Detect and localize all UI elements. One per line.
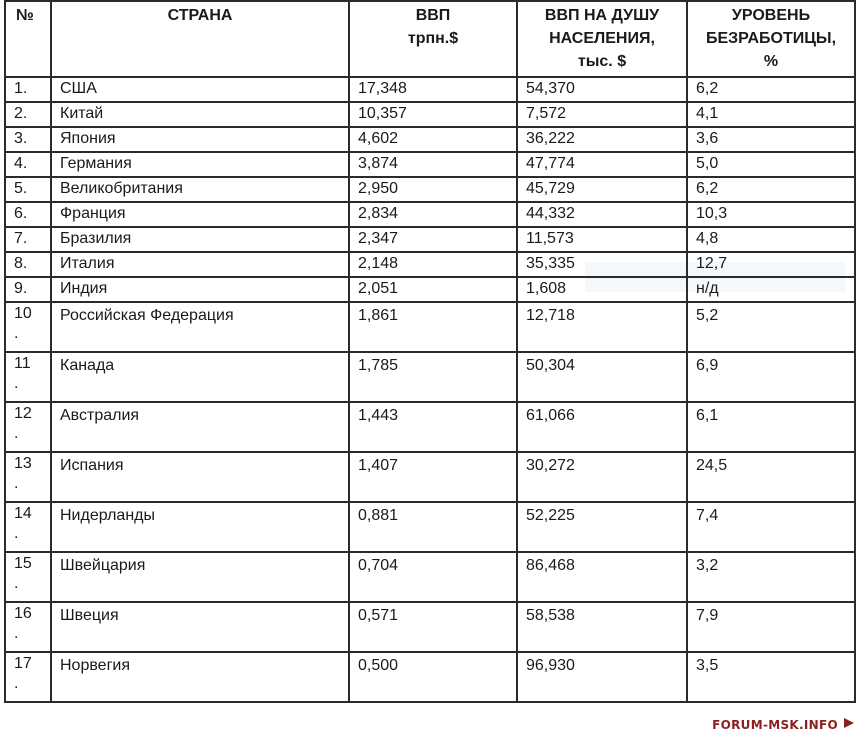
header-num: № bbox=[5, 1, 51, 77]
gdp-per-capita-cell: 96,930 bbox=[517, 652, 687, 702]
row-number: 9. bbox=[5, 277, 51, 302]
unemployment-cell: н/д bbox=[687, 277, 855, 302]
gdp-table bbox=[4, 0, 856, 703]
gdp-cell: 2,834 bbox=[349, 202, 517, 227]
country-cell: Швейцария bbox=[51, 552, 349, 602]
gdp-cell: 1,443 bbox=[349, 402, 517, 452]
row-number: 8. bbox=[5, 252, 51, 277]
row-number: 2. bbox=[5, 102, 51, 127]
gdp-cell: 0,571 bbox=[349, 602, 517, 652]
table-row bbox=[5, 552, 855, 602]
row-number: 1. bbox=[5, 77, 51, 102]
gdp-per-capita-cell: 50,304 bbox=[517, 352, 687, 402]
table-row bbox=[5, 652, 855, 702]
gdp-cell: 1,407 bbox=[349, 452, 517, 502]
table-row bbox=[5, 352, 855, 402]
gdp-per-capita-cell: 36,222 bbox=[517, 127, 687, 152]
unemployment-cell: 7,9 bbox=[687, 602, 855, 652]
row-number: 11 . bbox=[5, 352, 51, 402]
row-number: 6. bbox=[5, 202, 51, 227]
gdp-cell: 10,357 bbox=[349, 102, 517, 127]
gdp-per-capita-cell: 58,538 bbox=[517, 602, 687, 652]
gdp-cell: 1,861 bbox=[349, 302, 517, 352]
country-cell: Нидерланды bbox=[51, 502, 349, 552]
row-number: 3. bbox=[5, 127, 51, 152]
gdp-cell: 17,348 bbox=[349, 77, 517, 102]
gdp-cell: 0,704 bbox=[349, 552, 517, 602]
unemployment-cell: 24,5 bbox=[687, 452, 855, 502]
gdp-per-capita-cell: 52,225 bbox=[517, 502, 687, 552]
row-number: 16 . bbox=[5, 602, 51, 652]
gdp-per-capita-cell: 86,468 bbox=[517, 552, 687, 602]
gdp-cell: 2,148 bbox=[349, 252, 517, 277]
header-unemployment: УРОВЕНЬ БЕЗРАБОТИЦЫ, % bbox=[687, 1, 855, 77]
table-row bbox=[5, 252, 855, 277]
gdp-per-capita-cell: 12,718 bbox=[517, 302, 687, 352]
header-country: СТРАНА bbox=[51, 1, 349, 77]
row-number: 10 . bbox=[5, 302, 51, 352]
country-cell: Австралия bbox=[51, 402, 349, 452]
gdp-per-capita-cell: 11,573 bbox=[517, 227, 687, 252]
country-cell: Великобритания bbox=[51, 177, 349, 202]
gdp-cell: 0,881 bbox=[349, 502, 517, 552]
country-cell: Швеция bbox=[51, 602, 349, 652]
gdp-cell: 0,500 bbox=[349, 652, 517, 702]
watermark-text: FORUM-MSK.INFO bbox=[712, 718, 838, 732]
gdp-per-capita-cell: 44,332 bbox=[517, 202, 687, 227]
gdp-per-capita-cell: 30,272 bbox=[517, 452, 687, 502]
watermark-arrow-icon bbox=[844, 718, 854, 728]
unemployment-cell: 5,2 bbox=[687, 302, 855, 352]
country-cell: Испания bbox=[51, 452, 349, 502]
country-cell: Япония bbox=[51, 127, 349, 152]
gdp-per-capita-cell: 61,066 bbox=[517, 402, 687, 452]
unemployment-cell: 3,2 bbox=[687, 552, 855, 602]
gdp-cell: 2,347 bbox=[349, 227, 517, 252]
unemployment-cell: 12,7 bbox=[687, 252, 855, 277]
unemployment-cell: 6,1 bbox=[687, 402, 855, 452]
table-row bbox=[5, 402, 855, 452]
unemployment-cell: 5,0 bbox=[687, 152, 855, 177]
country-cell: Бразилия bbox=[51, 227, 349, 252]
gdp-cell: 2,051 bbox=[349, 277, 517, 302]
table-row bbox=[5, 102, 855, 127]
table-row bbox=[5, 302, 855, 352]
gdp-per-capita-cell: 47,774 bbox=[517, 152, 687, 177]
row-number: 14 . bbox=[5, 502, 51, 552]
unemployment-cell: 10,3 bbox=[687, 202, 855, 227]
country-cell: Китай bbox=[51, 102, 349, 127]
unemployment-cell: 6,9 bbox=[687, 352, 855, 402]
table-row bbox=[5, 227, 855, 252]
gdp-cell: 3,874 bbox=[349, 152, 517, 177]
unemployment-cell: 4,1 bbox=[687, 102, 855, 127]
row-number: 4. bbox=[5, 152, 51, 177]
gdp-per-capita-cell: 35,335 bbox=[517, 252, 687, 277]
gdp-per-capita-cell: 1,608 bbox=[517, 277, 687, 302]
table-row bbox=[5, 502, 855, 552]
unemployment-cell: 6,2 bbox=[687, 77, 855, 102]
gdp-per-capita-cell: 54,370 bbox=[517, 77, 687, 102]
table-row bbox=[5, 452, 855, 502]
row-number: 5. bbox=[5, 177, 51, 202]
country-cell: Франция bbox=[51, 202, 349, 227]
row-number: 17 . bbox=[5, 652, 51, 702]
country-cell: Индия bbox=[51, 277, 349, 302]
country-cell: Норвегия bbox=[51, 652, 349, 702]
table-header-row bbox=[5, 1, 855, 77]
table-row bbox=[5, 177, 855, 202]
table-row bbox=[5, 202, 855, 227]
table-row bbox=[5, 77, 855, 102]
unemployment-cell: 3,6 bbox=[687, 127, 855, 152]
unemployment-cell: 6,2 bbox=[687, 177, 855, 202]
gdp-cell: 4,602 bbox=[349, 127, 517, 152]
unemployment-cell: 7,4 bbox=[687, 502, 855, 552]
unemployment-cell: 4,8 bbox=[687, 227, 855, 252]
table-row bbox=[5, 277, 855, 302]
table-row bbox=[5, 152, 855, 177]
gdp-per-capita-cell: 7,572 bbox=[517, 102, 687, 127]
header-gdp-per-capita: ВВП НА ДУШУ НАСЕЛЕНИЯ, тыс. $ bbox=[517, 1, 687, 77]
country-cell: Германия bbox=[51, 152, 349, 177]
country-cell: Италия bbox=[51, 252, 349, 277]
header-gdp: ВВП трпн.$ bbox=[349, 1, 517, 77]
row-number: 7. bbox=[5, 227, 51, 252]
row-number: 15 . bbox=[5, 552, 51, 602]
row-number: 13 . bbox=[5, 452, 51, 502]
table-row bbox=[5, 602, 855, 652]
country-cell: США bbox=[51, 77, 349, 102]
country-cell: Канада bbox=[51, 352, 349, 402]
unemployment-cell: 3,5 bbox=[687, 652, 855, 702]
gdp-per-capita-cell: 45,729 bbox=[517, 177, 687, 202]
row-number: 12 . bbox=[5, 402, 51, 452]
gdp-cell: 2,950 bbox=[349, 177, 517, 202]
gdp-cell: 1,785 bbox=[349, 352, 517, 402]
country-cell: Российская Федерация bbox=[51, 302, 349, 352]
table-row bbox=[5, 127, 855, 152]
